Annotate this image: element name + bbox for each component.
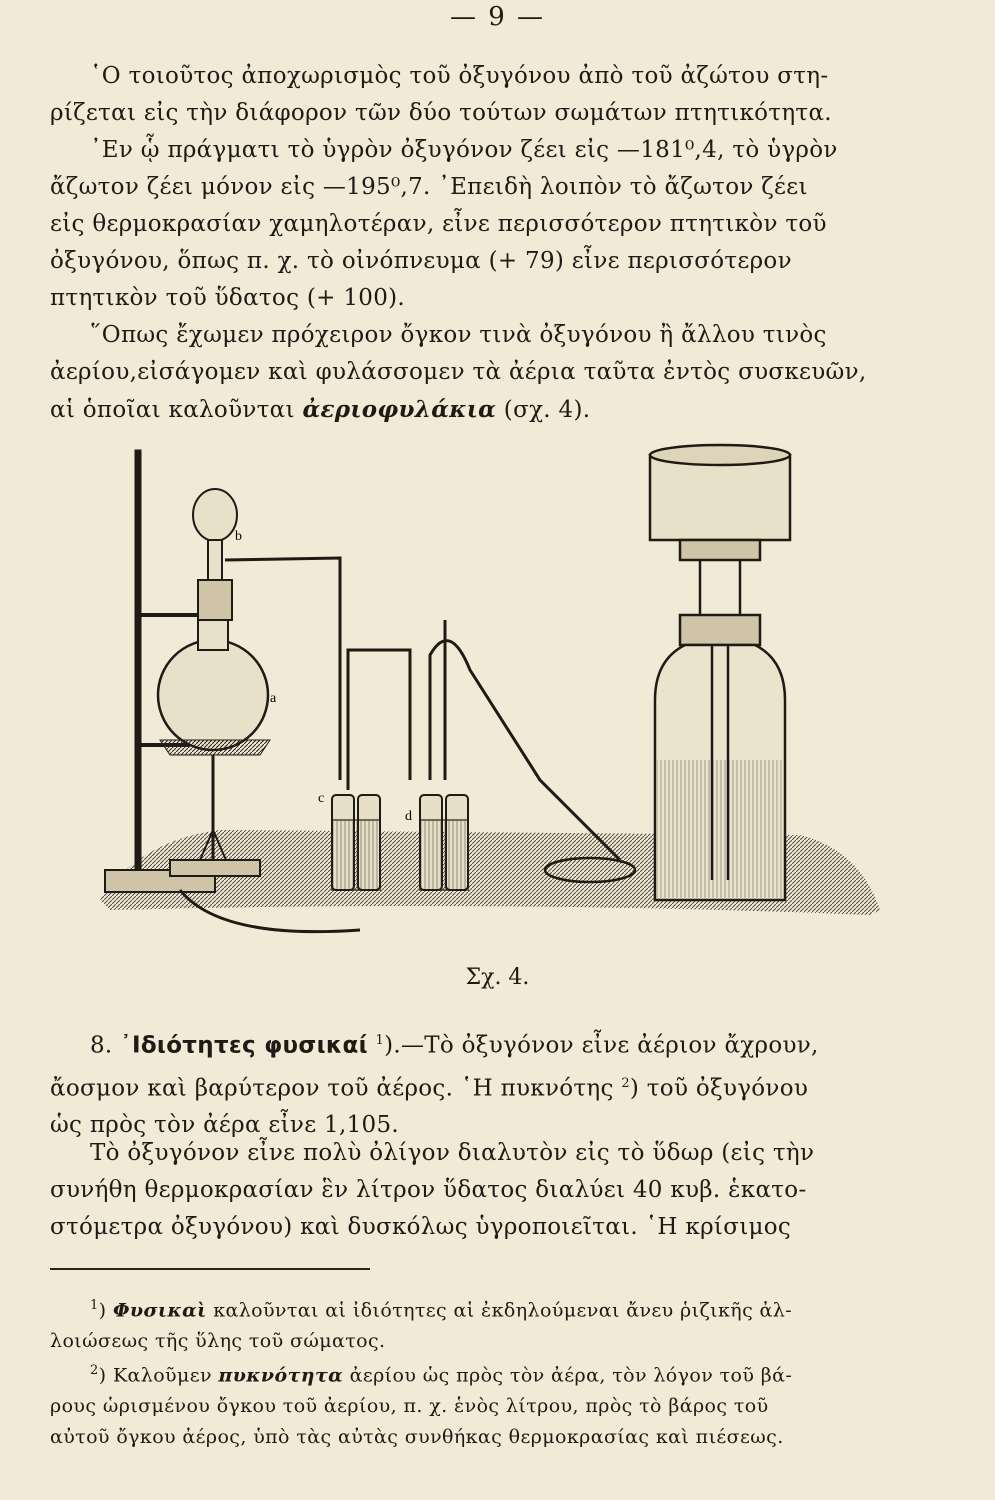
text-line: ῞Οπως ἔχωμεν πρόχειρον ὄγκον τινὰ ὀξυγόνου ἢ ἄλλου τινὸς xyxy=(90,322,827,348)
page-number: — 9 — xyxy=(449,2,546,32)
text-line: ὡς πρὸς τὸν ἀέρα εἶνε 1,105. xyxy=(50,1112,399,1139)
text-line: ῾Ο τοιοῦτος ἀποχωρισμὸς τοῦ ὀξυγόνου ἀπὸ τοῦ ἀζώτου στη- xyxy=(90,63,829,89)
flask-a xyxy=(158,489,270,876)
emphasized-term: πυκνότητα xyxy=(218,1364,344,1387)
apparatus-illustration xyxy=(100,440,880,960)
section-number: 8. xyxy=(90,1032,113,1059)
text-line: ρους ὡρισμένου ὄγκου τοῦ ἀερίου, π. χ. ἑνὸς λίτρου, πρὸς τὸ βάρος τοῦ xyxy=(50,1395,769,1418)
text-line: στόμετρα ὀξυγόνου) καὶ δυσκόλως ὑγροποιεῖται. ῾Η κρίσιμος xyxy=(50,1214,792,1240)
text-line: ἀερίου,εἰσάγομεν καὶ φυλάσσομεν τὰ ἀέρια ταῦτα ἐντὸς συσκευῶν, xyxy=(50,359,867,385)
apparatus-figure xyxy=(100,440,880,960)
text-line: πτητικὸν τοῦ ὕδατος (+ 100). xyxy=(50,285,406,311)
footnote-marker: 2 xyxy=(90,1363,99,1378)
footnote-ref: 1 xyxy=(375,1033,385,1048)
text-line: ἄζωτον ζέει μόνον εἰς —195⁰,7. ᾿Επειδὴ λοιπὸν τὸ ἄζωτον ζέει xyxy=(50,174,808,200)
paragraph-separation xyxy=(50,58,870,132)
text-line: αὐτοῦ ὄγκου ἀέρος, ὑπὸ τὰς αὐτὰς συνθήκας θερμοκρασίας καὶ πιέσεως. xyxy=(50,1426,784,1449)
gasometer xyxy=(545,445,790,900)
paragraph-boiling-points xyxy=(50,132,870,317)
text-line: εἰς θερμοκρασίαν χαμηλοτέραν, εἶνε περισσότερον πτητικὸν τοῦ xyxy=(50,211,827,237)
figure-label-c: c xyxy=(318,791,325,806)
emphasized-term: ἀεριοφυλάκια xyxy=(302,396,497,423)
emphasized-term: Φυσικαὶ xyxy=(112,1299,207,1322)
text-line: Τὸ ὀξυγόνον εἶνε πολὺ ὀλίγον διαλυτὸν εἰς τὸ ὕδωρ (εἰς τὴν xyxy=(90,1140,815,1166)
text-line: συνήθη θερμοκρασίαν ἓν λίτρον ὕδατος διαλύει 40 κυβ. ἑκατο- xyxy=(50,1177,807,1203)
paragraph-solubility xyxy=(50,1135,870,1246)
footnote-marker: 1 xyxy=(90,1298,99,1313)
text-segment: ἀερίου ὡς πρὸς τὸν ἀέρα, τὸν λόγον τοῦ βά- xyxy=(349,1364,793,1387)
text-segment: καλοῦνται αἱ ἰδιότητες αἱ ἐκδηλούμεναι ἄνευ ῥιζικῆς ἀλ- xyxy=(213,1299,793,1322)
text-line: ρίζεται εἰς τὴν διάφορον τῶν δύο τούτων σωμάτων πτητικότητα. xyxy=(50,100,832,126)
footnote-1 xyxy=(50,1290,870,1357)
footnote-ref: 2 xyxy=(621,1075,630,1091)
section-8-physical-properties xyxy=(50,1022,870,1144)
figure-caption: Σχ. 4. xyxy=(465,965,530,990)
text-line: ᾿Εν ᾧ πράγματι τὸ ὑγρὸν ὀξυγόνον ζέει εἰς —181⁰,4, τὸ ὑγρὸν xyxy=(90,137,838,163)
footnote-divider xyxy=(50,1268,370,1270)
paragraph-gasometers xyxy=(50,317,870,429)
footnote-2 xyxy=(50,1355,870,1453)
text-line xyxy=(50,1065,870,1108)
text-segment: ) τοῦ ὀξυγόνου xyxy=(629,1075,809,1102)
text-line: ὀξυγόνου, ὅπως π. χ. τὸ οἰνόπνευμα (+ 79) εἶνε περισσότερον xyxy=(50,248,792,274)
text-segment: Καλοῦμεν xyxy=(112,1364,212,1387)
text-line xyxy=(50,391,870,429)
figure-label-a: a xyxy=(270,691,277,706)
text-segment: (σχ. 4). xyxy=(503,397,591,423)
text-line: $^1$) Φυσικαὶ καλοῦνται αἱ ἰδιότητες αἱ ἐκδηλούμεναι ἄνευ ῥιζικῆς ἀλ- xyxy=(90,1298,793,1322)
text-line xyxy=(50,1022,870,1065)
text-line: $^2$) Καλοῦμεν πυκνότητα ἀερίου ὡς πρὸς τὸν ἀέρα, τὸν λόγον τοῦ βά- xyxy=(90,1363,793,1387)
text-line: λοιώσεως τῆς ὕλης τοῦ σώματος. xyxy=(50,1330,386,1353)
text-segment: αἱ ὁποῖαι καλοῦνται xyxy=(50,397,295,423)
text-segment: ἄοσμον καὶ βαρύτερον τοῦ ἀέρος. ῾Η πυκνότης xyxy=(50,1075,614,1102)
figure-label-b: b xyxy=(235,529,242,544)
text-segment: ).—Τὸ ὀξυγόνον εἶνε ἀέριον ἄχρουν, xyxy=(384,1032,819,1059)
section-heading: ᾿Ιδιότητες φυσικαί xyxy=(120,1032,368,1059)
figure-label-d: d xyxy=(405,809,412,824)
